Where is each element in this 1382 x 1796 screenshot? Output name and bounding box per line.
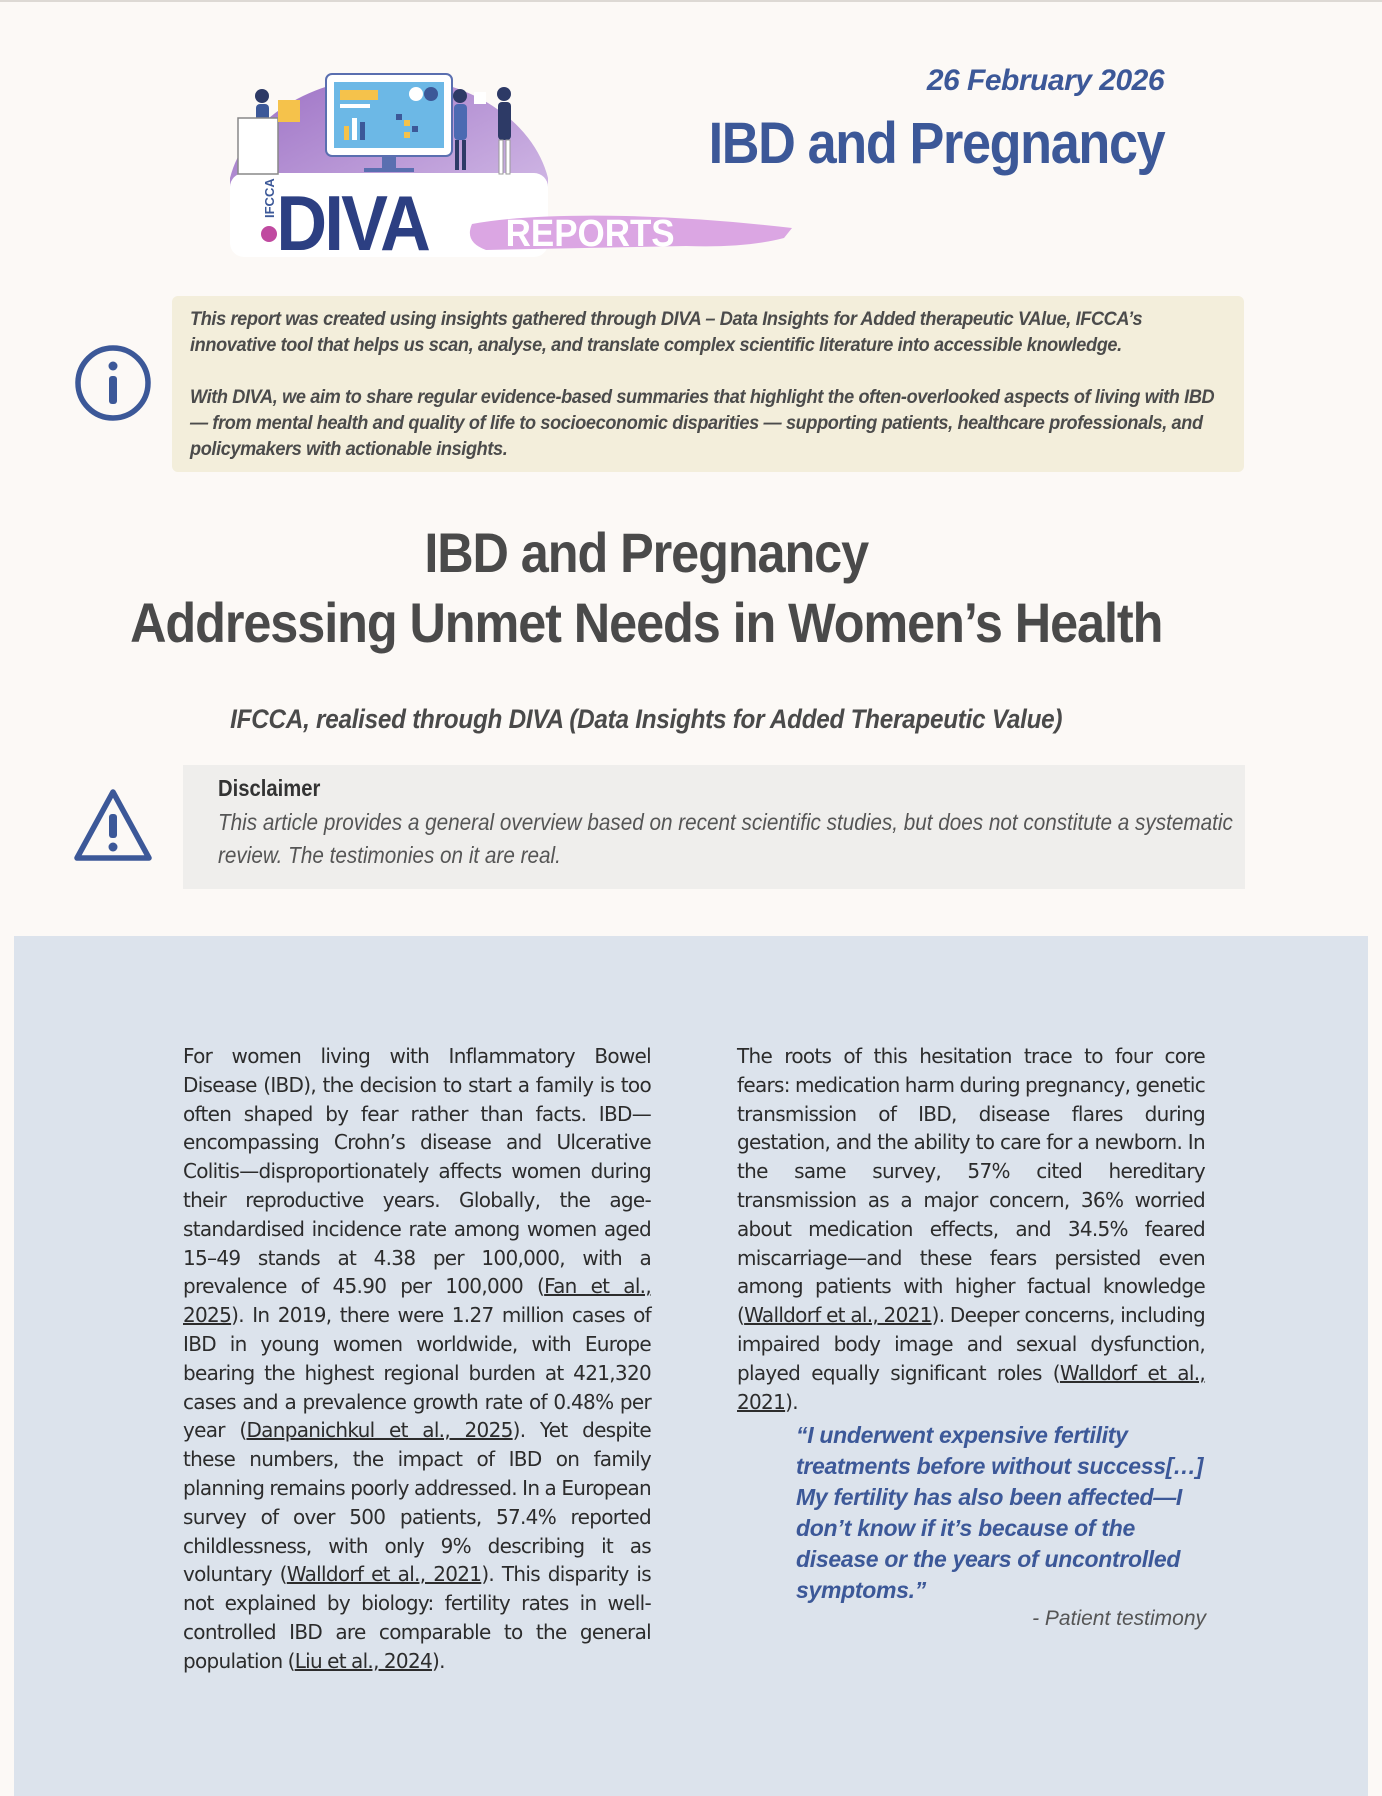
body-column-left — [183, 1042, 651, 1676]
ifcca-emblem-icon — [261, 226, 277, 242]
body-text: ). Yet despite these numbers, the impact of IBD on family planning remains poorly addressed. In a European survey of over 500 patients, 57.4% reported childlessness, with only 9% describing it as voluntary ( — [183, 1418, 651, 1587]
citation-link[interactable]: Liu et al., 2024 — [294, 1648, 433, 1673]
body-text: For women living with Inflammatory Bowel Disease (IBD), the decision to start a family is too often shaped by fear rather than facts. IBD—encompassing Crohn’s disease and Ulcerative Colitis—disproportionately affects women during their reproductive years. Globally, the age-standardised incidence rate among women aged 15–49 stands at 4.38 per 100,000, with a prevalence of 45.90 per 100,000 ( — [183, 1044, 651, 1299]
disclaimer-heading: Disclaimer — [218, 775, 321, 801]
info-circle-icon — [74, 344, 152, 422]
logo-ifcca-text: IFCCA — [262, 178, 277, 218]
warning-triangle-icon — [73, 786, 153, 866]
header-title: IBD and Pregnancy — [708, 111, 1164, 176]
patient-quote: “I underwent expensive fertility treatments before without success[…] My fertility has also been affected—I don’t know if it’s because of the disease or the years of uncontrolled symptoms.” — [796, 1422, 1204, 1603]
body-text: The roots of this hesitation trace to four core fears: medication harm during pregnancy, genetic transmission of IBD, disease flares during gestation, and the ability to care for a newborn. In the same survey, 57% cited hereditary transmission as a major concern, 36% worried about medication effects, and 34.5% feared miscarriage—and these fears persisted even among patients with higher factual knowledge ( — [737, 1044, 1205, 1328]
top-border — [0, 0, 1382, 2]
disclaimer-text: This article provides a general overview based on recent scientific studies, but does not constitute a systematic review. The testimonies on it are real. — [218, 809, 1233, 868]
quote-attribution: - Patient testimony — [1032, 1607, 1206, 1630]
body-text: ). Deeper concerns, including impaired body image and sexual dysfunction, played equally significant roles ( — [737, 1303, 1205, 1385]
citation-link[interactable]: Walldorf et al., 2021 — [744, 1303, 932, 1328]
body-text: ). This disparity is not explained by biology: fertility rates in well-controlled IBD are comparable to the general population ( — [183, 1562, 651, 1673]
body-column-right — [737, 1042, 1205, 1416]
citation-link[interactable]: Danpanichkul et al., 2025 — [246, 1418, 513, 1443]
citation-link[interactable]: Walldorf et al., 2021 — [286, 1562, 482, 1587]
disclaimer-box — [183, 765, 1245, 889]
info-paragraph: This report was created using insights gathered through DIVA – Data Insights for Added therapeutic VAlue, IFCCA’s innovative tool that helps us scan, analyse, and translate complex scientific literature into accessible knowledge. — [190, 308, 1143, 356]
body-text: ). — [432, 1648, 445, 1673]
report-date: 26 February 2026 — [926, 64, 1164, 97]
logo-reports-text: REPORTS — [505, 211, 675, 255]
body-text: ). — [785, 1389, 798, 1414]
article-title-line: IBD and Pregnancy — [424, 521, 869, 584]
article-title-line: Addressing Unmet Needs in Women’s Health — [130, 591, 1163, 654]
citation-link[interactable]: Walldorf et al., 2021 — [737, 1360, 1206, 1414]
diva-info-box — [172, 296, 1244, 472]
logo-diva-text: DIVA — [276, 179, 429, 258]
citation-link[interactable]: Fan et al., 2025 — [183, 1274, 651, 1328]
article-subtitle: IFCCA, realised through DIVA (Data Insights for Added Therapeutic Value) — [230, 704, 1063, 734]
article-title — [0, 518, 1292, 658]
info-paragraph: With DIVA, we aim to share regular evidence-based summaries that highlight the often-overlooked aspects of living with IBD — from mental health and quality of life to socioeconomic disparities — supporting patients, healthcare professionals, and policymakers with actionable insights. — [190, 386, 1215, 460]
body-text: ). In 2019, there were 1.27 million cases of IBD in young women worldwide, with Europe bearing the highest regional burden at 421,320 cases and a prevalence growth rate of 0.48% per year ( — [183, 1303, 651, 1443]
